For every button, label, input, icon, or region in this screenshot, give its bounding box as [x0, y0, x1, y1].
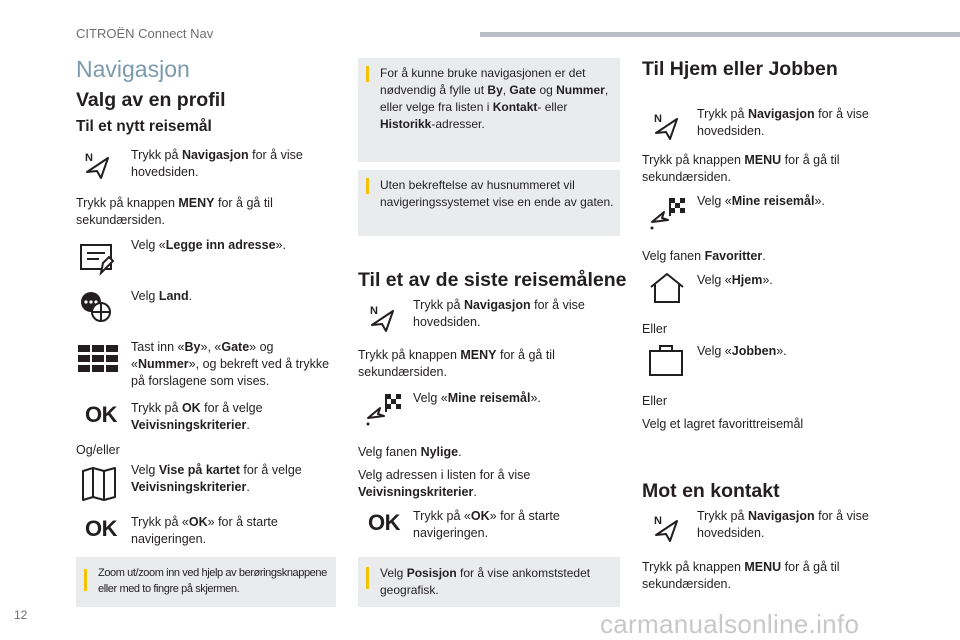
ok-icon: OK — [85, 516, 117, 541]
destination-flag-icon — [648, 196, 688, 237]
step-enter-address: Velg «Legge inn adresse». — [131, 238, 286, 252]
heading-profile: Valg av en profil — [76, 89, 226, 111]
step-navigation: Trykk på Navigasjon for å vise hovedsiden. — [131, 148, 303, 179]
or-label: Eller — [642, 322, 668, 336]
para-menu: Trykk på knappen MENU for å gå til sekundærsiden. — [642, 153, 840, 184]
step-ok-start: Trykk på «OK» for å starte navigeringen. — [413, 509, 560, 540]
para-menu: Trykk på knappen MENU for å gå til sekundærsiden. — [642, 560, 840, 591]
home-icon — [648, 271, 686, 310]
header-bar — [480, 32, 960, 37]
note-fill-address — [358, 58, 620, 162]
para-tab-favorites: Velg fanen Favoritter. — [642, 249, 766, 263]
para-tab-recent: Velg fanen Nylige. — [358, 445, 462, 459]
para-select-address: Velg adressen i listen for å vise Veivisningskriterier. — [358, 468, 531, 499]
step-navigation: Trykk på Navigasjon for å vise hovedsiden. — [697, 509, 869, 540]
heading-home-work: Til Hjem eller Jobben — [642, 58, 838, 80]
note-marker-icon — [366, 66, 369, 82]
note-marker-icon — [84, 569, 87, 591]
page-number: 12 — [14, 608, 28, 622]
svg-text:N: N — [654, 113, 662, 125]
step-navigation: Trykk på Navigasjon for å vise hovedsiden. — [697, 107, 869, 138]
keypad-icon — [78, 345, 118, 378]
step-my-destinations: Velg «Mine reisemål». — [697, 194, 825, 208]
navigation-arrow-icon — [367, 303, 397, 338]
heading-recent: Til et av de siste reisemålene — [358, 269, 627, 291]
watermark: carmanualsonline.info — [600, 609, 860, 639]
map-icon — [81, 466, 117, 507]
note-position-text: Velg Posisjon for å vise ankomststedet geografisk. — [380, 566, 591, 597]
step-country: Velg Land. — [131, 289, 193, 303]
step-work: Velg «Jobben». — [697, 344, 787, 358]
svg-text:N: N — [370, 305, 378, 317]
note-fill-address-text: For å kunne bruke navigasjonen er det nødvendig å fylle ut By, Gate og Nummer, eller velge fra listen i Kontakt- eller Historikk-adresser. — [380, 66, 609, 131]
step-home: Velg «Hjem». — [697, 273, 773, 287]
destination-flag-icon — [364, 392, 404, 433]
work-icon — [648, 343, 686, 382]
navigation-arrow-icon — [82, 150, 112, 185]
subheading-new-destination: Til et nytt reisemål — [76, 118, 212, 135]
address-entry-icon — [79, 243, 115, 280]
note-zoom-text: Zoom ut/zoom inn ved hjelp av berøringsknappene eller med to fingre på skjermen. — [98, 567, 327, 595]
note-house-number — [358, 170, 620, 236]
ok-icon: OK — [368, 510, 400, 535]
country-globe-icon — [79, 290, 115, 329]
note-marker-icon — [366, 178, 369, 194]
navigation-arrow-icon — [651, 111, 681, 146]
para-menu: Trykk på knappen MENY for å gå til sekundærsiden. — [358, 348, 555, 379]
and-or-label: Og/eller — [76, 443, 120, 457]
para-saved-favorite: Velg et lagret favorittreisemål — [642, 417, 804, 431]
step-type-address: Tast inn «By», «Gate» og «Nummer», og bekreft ved å trykke på forslagene som vises. — [131, 340, 330, 388]
section-title: Navigasjon — [76, 56, 190, 82]
step-ok-start: Trykk på «OK» for å starte navigeringen. — [131, 515, 278, 546]
para-menu: Trykk på knappen MENY for å gå til sekundærsiden. — [76, 196, 273, 227]
step-my-destinations: Velg «Mine reisemål». — [413, 391, 541, 405]
svg-text:N: N — [85, 152, 93, 164]
step-ok-criteria: Trykk på OK for å velge Veivisningskriterier. — [131, 401, 263, 432]
heading-contact: Mot en kontakt — [642, 480, 780, 502]
step-navigation: Trykk på Navigasjon for å vise hovedsiden. — [413, 298, 585, 329]
note-marker-icon — [366, 567, 369, 589]
navigation-arrow-icon — [651, 513, 681, 548]
or-label: Eller — [642, 394, 668, 408]
manual-title: CITROËN Connect Nav — [76, 26, 214, 41]
note-position — [358, 557, 620, 607]
step-show-map: Velg Vise på kartet for å velge Veivisningskriterier. — [131, 463, 302, 494]
note-zoom — [76, 557, 336, 607]
svg-text:N: N — [654, 515, 662, 527]
note-house-number-text: Uten bekreftelse av husnummeret vil navigeringssystemet vise en ende av gaten. — [380, 178, 614, 209]
ok-icon: OK — [85, 402, 117, 427]
